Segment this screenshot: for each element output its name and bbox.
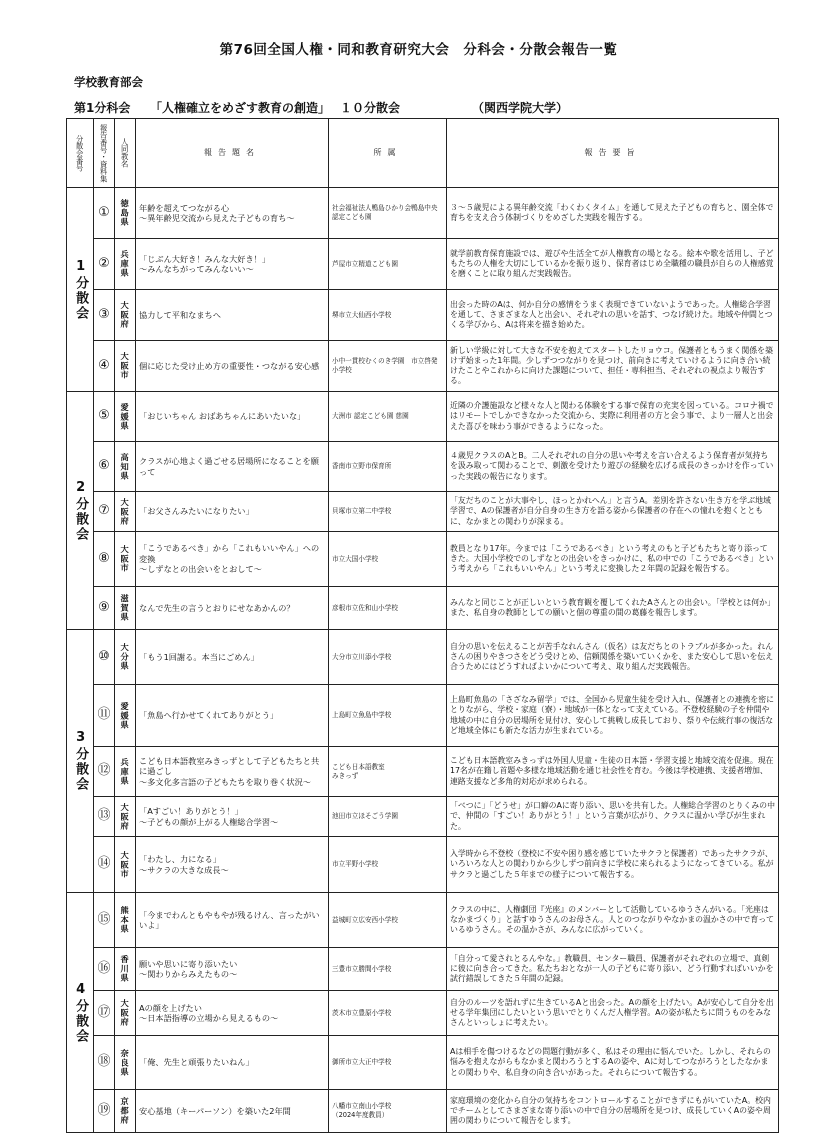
report-summary-cell xyxy=(447,239,779,290)
report-number-cell xyxy=(94,837,115,893)
affiliation-cell xyxy=(329,492,447,532)
report-summary-cell xyxy=(447,442,779,492)
report-summary: 入学時から不登校（登校に不安や困り感を感じていたサクラと保護者）であったサクラが、いろいろな人との関わりから少しずつ前向きに学校に来られるようになってきている。私がサクラと過ごした５年までの様子について報告する。 xyxy=(450,849,774,879)
report-summary-cell xyxy=(447,948,779,991)
report-number-cell xyxy=(94,1036,115,1090)
affiliation: 香南市立野市保育所 xyxy=(332,462,392,471)
report-title: クラスが心地よく過ごせる居場所になることを願って xyxy=(139,456,319,477)
prefecture-cell xyxy=(115,747,136,797)
report-title-cell xyxy=(136,442,329,492)
table-row xyxy=(67,290,779,341)
prefecture-cell xyxy=(115,1036,136,1090)
affiliation-cell xyxy=(329,1036,447,1090)
department-label: 学校教育部会 xyxy=(74,75,143,89)
report-title-cell xyxy=(136,392,329,442)
report-number-cell xyxy=(94,991,115,1036)
prefecture-cell xyxy=(115,492,136,532)
affiliation: 御所市立大正中学校 xyxy=(332,1058,392,1067)
affiliation: 市立大国小学校 xyxy=(332,554,379,563)
table-row xyxy=(67,532,779,587)
affiliation: 彦根市立佐和山小学校 xyxy=(332,603,398,612)
report-title-cell xyxy=(136,492,329,532)
session-subgroups: １０分散会 xyxy=(340,101,401,115)
report-number: ⑯ xyxy=(97,960,111,976)
report-number-cell xyxy=(94,747,115,797)
report-number: ① xyxy=(98,204,110,220)
prefecture: 徳島県 xyxy=(120,199,131,227)
report-number-cell xyxy=(94,948,115,991)
table-row xyxy=(67,587,779,630)
report-summary: Aは相手を傷つけるなどの問題行動が多く、私はその理由に悩んでいた。しかし、それらの悩みを抱えながらもなかまと関わろうとするAの姿や、Aに対してつながろうとしたなかまとの関わりや、私自身の向き合いがあった。それらについて報告する。 xyxy=(450,1047,771,1077)
report-summary-cell xyxy=(447,188,779,239)
report-summary: 新しい学級に対して大きな不安を抱えてスタートしたリョウコ。保護者ともうまく関係を築けず始まった1年間。少しずつつながりを見つけ、前向きに考えていけるように向き合い続けたことやこれからに向けた課題について、担任・専科担当、それぞれの視点より報告する。 xyxy=(450,345,773,386)
table-row xyxy=(67,1090,779,1133)
header-summary: 報告要旨 xyxy=(447,119,779,188)
prefecture: 兵庫県 xyxy=(120,757,131,786)
report-title: 安心基地（キーパーソン）を築いた2年間 xyxy=(139,1105,291,1116)
header-affiliation: 所属 xyxy=(329,119,447,188)
affiliation-cell xyxy=(329,341,447,392)
report-number-cell xyxy=(94,630,115,685)
report-summary: 「友だちのことが大事やし、ほっとかれへん」と言うA。差別を許さない生き方を学ぶ地域学習で、Aの保護者が自分自身の生き方を語る姿から保護者の存在への憧れを抱くとともに、なかまとの関わりが深まる。 xyxy=(450,496,771,526)
report-title: 「お父さんみたいになりたい」 xyxy=(139,506,254,517)
session-number: 第1分科会 xyxy=(74,101,131,115)
report-number: ⑦ xyxy=(98,503,110,519)
report-number: ⑭ xyxy=(97,856,111,872)
report-number-cell xyxy=(94,290,115,341)
report-title-cell xyxy=(136,837,329,893)
table-row xyxy=(67,442,779,492)
report-summary-cell xyxy=(447,392,779,442)
affiliation-cell xyxy=(329,442,447,492)
affiliation-cell xyxy=(329,893,447,948)
table-row xyxy=(67,392,779,442)
report-title: 「こうであるべき」から「これもいいやん」への変換 ～しずなとの出会いをとおして～ xyxy=(139,543,320,575)
prefecture: 滋賀県 xyxy=(120,594,131,622)
prefecture-cell xyxy=(115,341,136,392)
session-heading xyxy=(74,99,568,116)
affiliation-cell xyxy=(329,991,447,1036)
prefecture: 熊本県 xyxy=(120,906,131,934)
affiliation-cell xyxy=(329,1090,447,1133)
prefecture: 愛媛県 xyxy=(120,701,131,730)
report-summary: 「べつに」「どうせ」が口癖のAに寄り添い、思いを共有した。人権総合学習のとりくみの中で、仲間の「すごい！ありがとう！」という言葉が広がり、クラスに温かい学びが生まれた。 xyxy=(450,801,775,831)
report-summary-cell xyxy=(447,532,779,587)
table-row xyxy=(67,948,779,991)
report-title-cell xyxy=(136,341,329,392)
report-number-cell xyxy=(94,239,115,290)
report-summary: こども日本語教室みきっずは外国人児童・生徒の日本語・学習支援と地域交流を促進。現在17名が在籍し首題や多様な地域活動を通じ社会性を育む。今後は学校連携、支援者増加、連路支援など多角的対応が求められる。 xyxy=(450,756,774,786)
report-number: ⑥ xyxy=(98,458,110,474)
report-summary: 「自分って愛されとるんやな。」教職員、センター職員、保護者がそれぞれの立場で、真剣に彼に向き合ってきた。私たちおとなが一人の子どもに寄り添い、どう行動すればいいかを試行錯誤してきた５年間の記録。 xyxy=(450,953,774,984)
affiliation: 八幡市立南山小学校 （2024年度教員） xyxy=(332,1102,392,1119)
prefecture: 大阪市 xyxy=(120,545,131,573)
report-number: ⑨ xyxy=(98,599,110,615)
report-title: 「今までわんともやもやが残るけん、言ったがいいよ」 xyxy=(139,909,320,930)
affiliation: 上島町立魚島中学校 xyxy=(332,711,392,720)
session-theme: 「人権確立をめざす教育の創造」 xyxy=(150,101,331,115)
report-title-cell xyxy=(136,630,329,685)
prefecture-cell xyxy=(115,837,136,893)
report-title-cell xyxy=(136,797,329,837)
report-number-cell xyxy=(94,392,115,442)
affiliation-cell xyxy=(329,630,447,685)
prefecture-cell xyxy=(115,239,136,290)
prefecture: 大阪府 xyxy=(120,802,131,831)
prefecture-cell xyxy=(115,1090,136,1133)
report-summary: みんなと同じことが正しいという教育観を覆してくれたAさんとの出会い。「学校とは何か」また、私自身の教師としての願いと個の尊重の間の葛藤を報告します。 xyxy=(450,597,775,617)
report-title: Aの顔を上げたい ～日本語指導の立場から見えるもの～ xyxy=(139,1002,279,1023)
report-summary-cell xyxy=(447,290,779,341)
report-summary-cell xyxy=(447,1090,779,1133)
prefecture-cell xyxy=(115,188,136,239)
header-group: 分散会番号 xyxy=(67,119,94,188)
affiliation: 大洲市 認定こども園 慈園 xyxy=(332,412,409,421)
report-number-cell xyxy=(94,587,115,630)
prefecture-cell xyxy=(115,532,136,587)
prefecture: 大阪市 xyxy=(120,850,131,879)
affiliation-cell xyxy=(329,685,447,747)
table-row xyxy=(67,1036,779,1090)
prefecture: 高知県 xyxy=(120,452,131,481)
report-summary: 就学前教育保育施設では、遊びや生活全てが人権教育の場となる。絵本や歌を活用し、子どもたちの人権を大切にしているかを振り返り、保育者はじめ全職種の職員が自らの人権感覚を磨くことに取り組んだ実践報告。 xyxy=(450,248,774,279)
report-title: 「もう1回謝る。本当にごめん」 xyxy=(139,651,259,662)
header-pref: 人同教名 xyxy=(115,119,136,188)
report-number: ⑩ xyxy=(98,648,110,664)
report-title: 年齢を超えてつながる心 ～異年齢児交流から見えた子どもの育ち～ xyxy=(139,202,295,223)
prefecture-cell xyxy=(115,685,136,747)
affiliation-cell xyxy=(329,188,447,239)
report-title: 「俺、先生と頑張りたいねん」 xyxy=(139,1057,254,1068)
report-number-cell xyxy=(94,1090,115,1133)
prefecture: 京都府 xyxy=(120,1097,131,1125)
group-label: 2分散会 xyxy=(73,479,89,542)
prefecture-cell xyxy=(115,442,136,492)
report-title-cell xyxy=(136,685,329,747)
table-row xyxy=(67,630,779,685)
prefecture-cell xyxy=(115,893,136,948)
report-summary: 出会った時のAは、何か自分の感情をうまく表現できていないようであった。人権総合学習を通して、さまざまな人と出会い、それぞれの思いを話す、つなげ続けた。地域や仲間とつくる学びから、Aは将来を描き始めた。 xyxy=(450,299,773,330)
prefecture: 愛媛県 xyxy=(120,402,131,431)
table-row xyxy=(67,492,779,532)
affiliation-cell xyxy=(329,239,447,290)
report-number-cell xyxy=(94,893,115,948)
prefecture-cell xyxy=(115,991,136,1036)
prefecture: 大阪市 xyxy=(120,352,131,380)
prefecture-cell xyxy=(115,948,136,991)
affiliation: 三豊市立勝間小学校 xyxy=(332,964,392,973)
report-summary-cell xyxy=(447,587,779,630)
affiliation: 市立平野小学校 xyxy=(332,860,379,869)
affiliation: 大分市立川添小学校 xyxy=(332,652,392,661)
report-number: ⑮ xyxy=(97,911,111,927)
report-summary-cell xyxy=(447,893,779,948)
report-title-cell xyxy=(136,1036,329,1090)
affiliation-cell xyxy=(329,587,447,630)
prefecture: 香川県 xyxy=(120,955,131,983)
affiliation: 小中一貫校むくのき学園 市立啓発小学校 xyxy=(332,357,438,374)
table-row xyxy=(67,685,779,747)
prefecture-cell xyxy=(115,392,136,442)
report-number-cell xyxy=(94,442,115,492)
report-number: ② xyxy=(98,255,110,271)
report-title-cell xyxy=(136,239,329,290)
table-row xyxy=(67,797,779,837)
affiliation-cell xyxy=(329,747,447,797)
report-summary-cell xyxy=(447,991,779,1036)
report-summary: 自分の思いを伝えることが苦手なれんさん（仮名）は友だちとのトラブルが多かった。れんさんの困りやきつさをどう受けとめ、信頼関係を築いていくかを、また安心して思いを伝え合うためにはどうすればよいかについて考え、取り組んだ実践報告。 xyxy=(450,641,774,672)
report-number: ⑰ xyxy=(97,1004,111,1020)
affiliation-cell xyxy=(329,837,447,893)
table-row xyxy=(67,188,779,239)
report-summary: 教員となり17年。今までは「こうであるべき」という考えのもと子どもたちと寄り添ってきた。大国小学校でのしずなとの出会いをきっかけに、私の中での「こうであるべき」という考えから「これもいいやん」という考えに変換した２年間の記録を報告する。 xyxy=(450,543,774,574)
table-row xyxy=(67,747,779,797)
affiliation-cell xyxy=(329,532,447,587)
group-label: 4分散会 xyxy=(73,981,89,1044)
group-label: 3分散会 xyxy=(73,730,89,792)
report-title-cell xyxy=(136,948,329,991)
report-summary: ４歳児クラスのAとB。二人それぞれの自分の思いや考えを言い合えるよう保育者が気持ちを汲み取って関わることで、刺激を受けたり遊びの経験を広げる成長のきっかけを作っていった実践の報告になります。 xyxy=(450,451,774,481)
report-title: 協力して平和なまちへ xyxy=(139,309,221,320)
prefecture: 大阪府 xyxy=(120,497,131,526)
report-title: 「おじいちゃん おばあちゃんにあいたいな」 xyxy=(139,411,306,422)
report-summary: 近隣の介護施設など様々な人と関わる体験をする事で保育の充実を図っている。コロナ禍ではリモートでしかできなかった交流から、実際に利用者の方と会う事で、より一層人と出会えた喜びを味わう事ができるようになった。 xyxy=(450,401,774,431)
table-row xyxy=(67,341,779,392)
affiliation-cell xyxy=(329,948,447,991)
group-label-cell xyxy=(67,392,94,630)
report-summary: 上島町魚島の「さざなみ留学」では、全国から児童生徒を受け入れ、保護者との連携を密にとりながら、学校・家庭（寮）・地域が一体となって支えている。不登校経験の子を仲間や地域の中に自分の居場所を見付け、安心して挑戦し成長しており、祭りや伝統行事の復活など地域全体にも新たな活力が生まれている。 xyxy=(450,695,774,735)
prefecture: 大阪府 xyxy=(120,301,131,329)
report-number-cell xyxy=(94,341,115,392)
affiliation: 茨木市立豊原小学校 xyxy=(332,1008,392,1017)
group-label-cell xyxy=(67,893,94,1133)
report-title-cell xyxy=(136,747,329,797)
affiliation: 益城町立広安西小学校 xyxy=(332,915,398,924)
affiliation-cell xyxy=(329,392,447,442)
report-summary-cell xyxy=(447,747,779,797)
affiliation-cell xyxy=(329,797,447,837)
table-row xyxy=(67,239,779,290)
prefecture-cell xyxy=(115,587,136,630)
report-number: ⑬ xyxy=(97,808,111,824)
report-summary-cell xyxy=(447,685,779,747)
affiliation: 池田市立ほそごう学園 xyxy=(332,812,398,821)
report-number: ⑱ xyxy=(97,1054,111,1070)
table-row xyxy=(67,991,779,1036)
report-summary-cell xyxy=(447,837,779,893)
report-number: ⑪ xyxy=(97,707,111,723)
report-number: ⑧ xyxy=(98,550,110,566)
prefecture: 奈良県 xyxy=(120,1048,131,1077)
session-venue: （関西学院大学） xyxy=(472,101,569,115)
report-summary: 家庭環境の変化から自分の気持ちをコントロールすることができずにもがいていたA。校内でチームとしてさまざまな寄り添いの中で自分の居場所を見つけ、成長していくAの姿や周囲の関わりについて報告をします。 xyxy=(450,1095,771,1126)
report-title: こども日本語教室みきっずとして子どもたちと共に過ごし ～多文化多言語の子どもたちを取り巻く状況～ xyxy=(139,755,320,787)
report-summary: 自分のルーツを語れずに生きているAと出会った。Aの顔を上げたい。Aが安心して自分を出せる学年集団にしたいという思いでとりくんだ人権学習。Aの姿が私たちに問うものをみなさんといっしょに考えたい。 xyxy=(450,997,774,1028)
report-title-cell xyxy=(136,1090,329,1133)
report-number-cell xyxy=(94,797,115,837)
prefecture-cell xyxy=(115,290,136,341)
report-number-cell xyxy=(94,532,115,587)
report-number-cell xyxy=(94,188,115,239)
table-row xyxy=(67,893,779,948)
report-title: 願いや思いに寄り添いたい ～関わりからみえたもの～ xyxy=(139,958,238,979)
prefecture: 兵庫県 xyxy=(120,250,131,278)
report-number: ⑤ xyxy=(98,408,110,424)
report-summary: クラスの中に、人権劇団『光座』のメンバーとして活動しているゆうさんがいる。「光座はなかまづくり」と話すゆうさんのお母さん。人とのつながりやなかまの温かさの中で育っているゆうさん。その温かさが、みんなに広がっていく。 xyxy=(450,904,774,935)
report-summary-cell xyxy=(447,1036,779,1090)
report-number: ③ xyxy=(98,306,110,322)
report-number-cell xyxy=(94,492,115,532)
header-title: 報告題名 xyxy=(136,119,329,188)
affiliation: 芦屋市立精道こども園 xyxy=(332,259,398,268)
report-title-cell xyxy=(136,991,329,1036)
affiliation: 社会福祉法人鴨島ひかり会鴨島中央認定こども園 xyxy=(332,204,438,221)
prefecture: 大阪府 xyxy=(120,999,131,1027)
report-title-cell xyxy=(136,532,329,587)
report-title: 「じぶん大好き！みんな大好き！」 ～みんなちがってみんないい～ xyxy=(139,253,271,274)
report-number: ④ xyxy=(98,357,110,373)
report-title: なんで先生の言うとおりにせなあかんの？ xyxy=(139,602,295,613)
group-label-cell xyxy=(67,630,94,893)
report-title: 「魚島へ行かせてくれてありがとう」 xyxy=(139,710,279,721)
affiliation: 堺市立大仙西小学校 xyxy=(332,310,392,319)
prefecture-cell xyxy=(115,630,136,685)
affiliation-cell xyxy=(329,290,447,341)
document-title: 第76回全国人権・同和教育研究大会 分科会・分散会報告一覧 xyxy=(219,42,618,58)
report-number-cell xyxy=(94,685,115,747)
group-label: 1分散会 xyxy=(73,258,89,321)
prefecture-cell xyxy=(115,797,136,837)
report-title: 「わたし、力になる」 ～サクラの大きな成長～ xyxy=(139,854,229,875)
report-title-cell xyxy=(136,290,329,341)
report-title-cell xyxy=(136,188,329,239)
prefecture: 大分県 xyxy=(120,643,131,671)
table-row xyxy=(67,837,779,893)
report-title: 「Aすごい！ありがとう！」 ～子どもの顔が上がる人権総合学習～ xyxy=(139,806,279,827)
affiliation: 貝塚市立第二中学校 xyxy=(332,507,392,516)
report-title-cell xyxy=(136,587,329,630)
report-title: 個に応じた受け止め方の重要性・つながる安心感 xyxy=(139,360,320,371)
report-summary-cell xyxy=(447,630,779,685)
header-report-no: 報告番号・資料集 xyxy=(94,119,115,188)
report-summary-cell xyxy=(447,492,779,532)
report-table xyxy=(66,118,779,1133)
table-body xyxy=(67,188,779,1133)
report-summary: ３～５歳児による異年齢交流「わくわくタイム」を通して見えた子どもの育ちと、園全体で育ちを支え合う体制づくりをめざした実践を報告する。 xyxy=(450,202,774,222)
report-number: ⑫ xyxy=(97,763,111,779)
report-summary-cell xyxy=(447,797,779,837)
affiliation: こども日本語教室 みきっず xyxy=(332,762,385,780)
table-header-row xyxy=(67,119,779,188)
group-label-cell xyxy=(67,188,94,392)
report-title-cell xyxy=(136,893,329,948)
report-summary-cell xyxy=(447,341,779,392)
report-number: ⑲ xyxy=(97,1102,111,1118)
